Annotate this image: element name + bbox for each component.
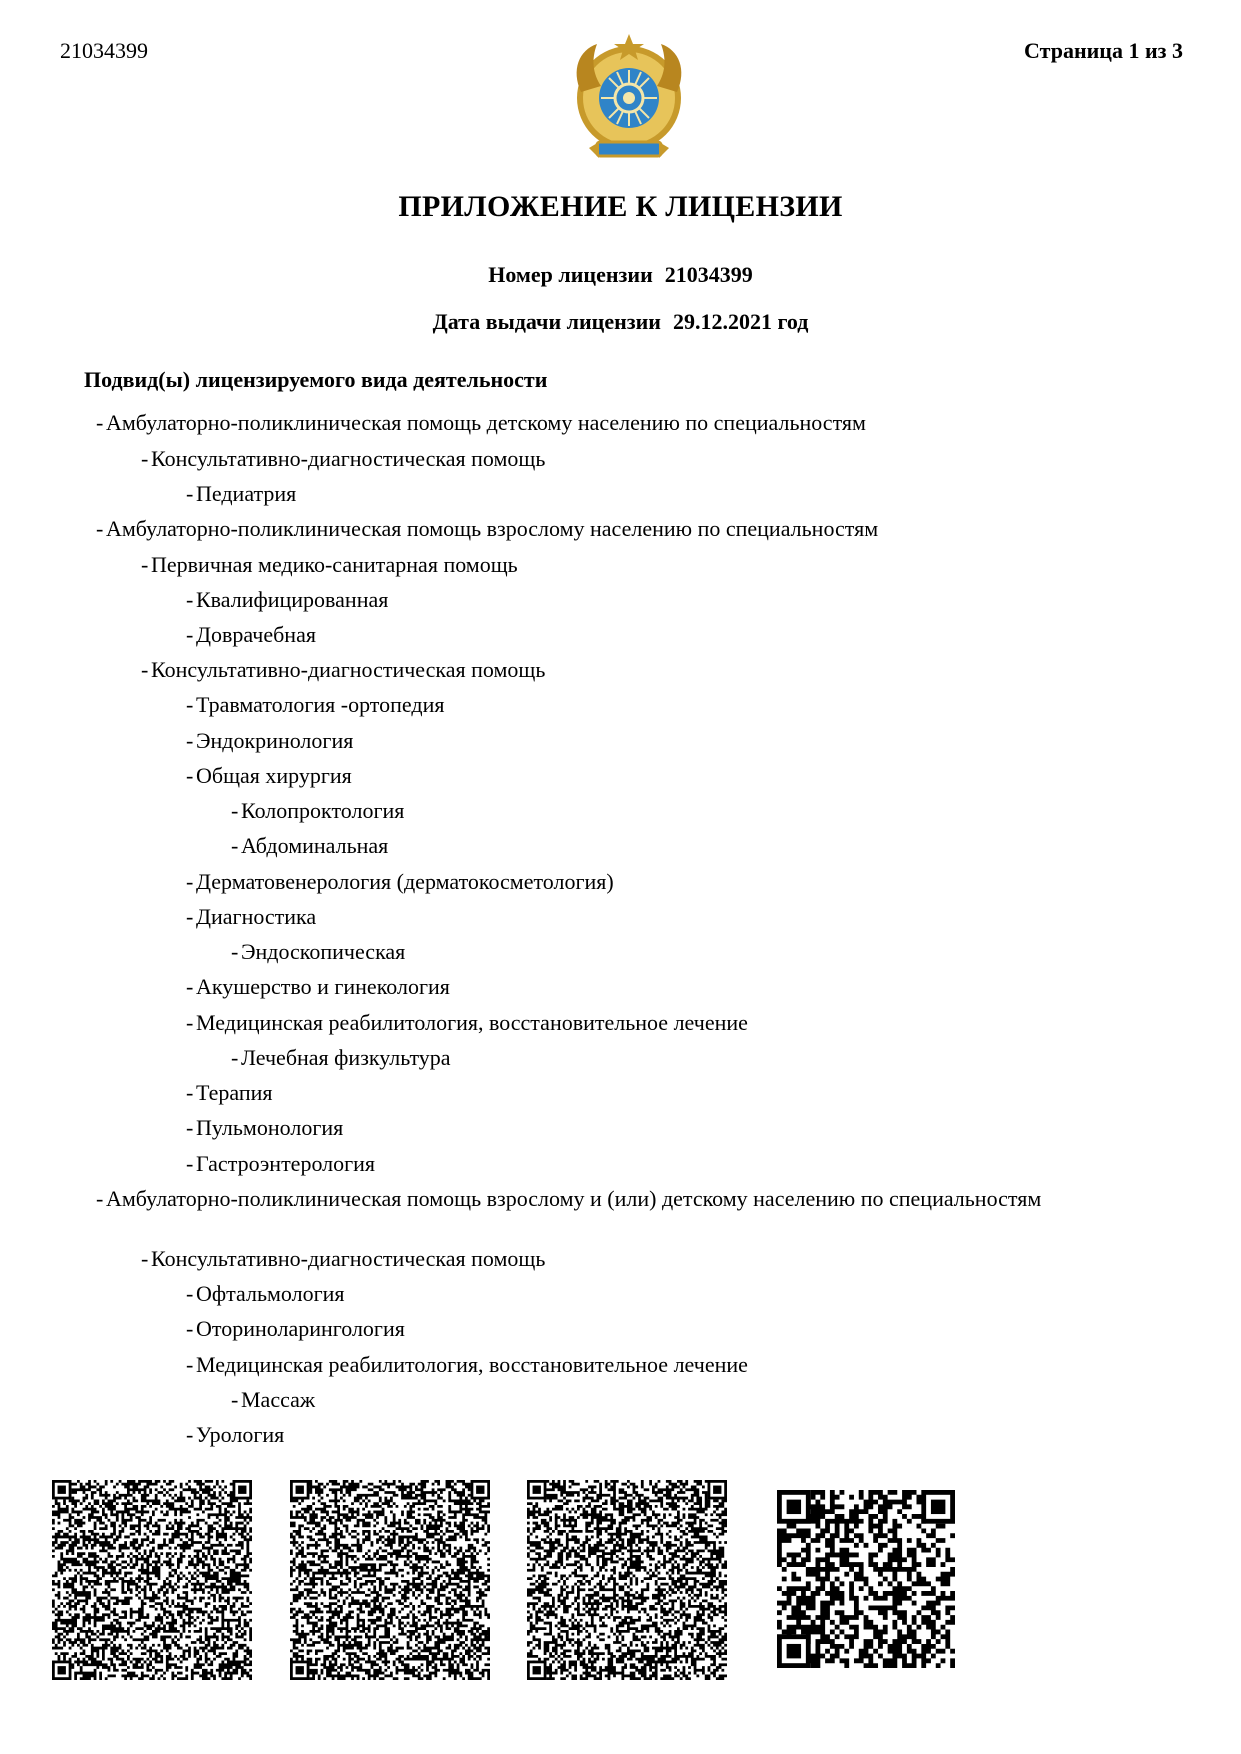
list-dash: - [96, 1186, 104, 1211]
activity-item-level-2 [186, 1010, 748, 1036]
activity-item-level-3 [231, 833, 388, 859]
activity-item-label: Офтальмология [196, 1281, 345, 1306]
license-number-line [0, 262, 1241, 288]
activity-item-label: Доврачебная [196, 622, 316, 647]
activity-item-label: Эндоскопическая [241, 939, 406, 964]
activity-item-label: Травматология -ортопедия [196, 692, 445, 717]
activity-item-level-1 [141, 657, 545, 683]
kazakhstan-state-emblem-icon [567, 30, 691, 170]
list-dash: - [186, 692, 194, 717]
activity-item-label: Абдоминальная [241, 833, 389, 858]
activity-item-level-2 [186, 1080, 273, 1106]
list-dash: - [141, 657, 149, 682]
list-dash: - [186, 1080, 194, 1105]
license-number-value: 21034399 [664, 262, 753, 287]
activity-item-label: Колопроктология [241, 798, 405, 823]
activity-item-level-2 [186, 763, 352, 789]
activity-item-level-3 [231, 939, 405, 965]
activity-item-level-1 [141, 1246, 545, 1272]
list-dash: - [186, 869, 194, 894]
activity-item-level-0 [96, 516, 878, 542]
list-dash: - [231, 798, 239, 823]
list-dash: - [186, 904, 194, 929]
list-dash: - [186, 728, 194, 753]
activity-item-level-2 [186, 728, 353, 754]
document-number: 21034399 [60, 38, 148, 63]
activity-item-level-2 [186, 974, 450, 1000]
list-dash: - [186, 1010, 194, 1035]
activity-item-label: Лечебная физкультура [241, 1045, 451, 1070]
activity-item-label: Амбулаторно-поликлиническая помощь взрослому населению по специальностям [106, 516, 879, 541]
list-dash: - [231, 1387, 239, 1412]
activity-item-level-1 [141, 446, 545, 472]
license-number-label: Номер лицензии [488, 262, 653, 287]
list-dash: - [186, 587, 194, 612]
activity-item-label: Консультативно-диагностическая помощь [151, 1246, 546, 1271]
activity-item-level-0 [96, 410, 866, 436]
list-dash: - [141, 1246, 149, 1271]
activity-item-label: Медицинская реабилитология, восстановительное лечение [196, 1352, 748, 1377]
list-dash: - [186, 1352, 194, 1377]
activity-item-level-2 [186, 1281, 345, 1307]
activity-item-level-2 [186, 869, 614, 895]
activity-item-level-2 [186, 1151, 375, 1177]
activity-item-level-1 [141, 552, 518, 578]
activity-item-label: Акушерство и гинекология [196, 974, 450, 999]
list-dash: - [186, 1115, 194, 1140]
qr-code-icon [527, 1480, 727, 1680]
activity-item-level-2 [186, 1316, 405, 1342]
list-dash: - [231, 939, 239, 964]
qr-code-icon [52, 1480, 252, 1680]
activity-item-label: Оториноларингология [196, 1316, 405, 1341]
license-date-label: Дата выдачи лицензии [432, 309, 661, 334]
activity-item-label: Общая хирургия [196, 763, 352, 788]
activity-item-label: Терапия [196, 1080, 273, 1105]
activity-item-level-2 [186, 481, 296, 507]
activity-item-label: Консультативно-диагностическая помощь [151, 446, 546, 471]
qr-code-icon [290, 1480, 490, 1680]
list-dash: - [186, 1281, 194, 1306]
list-dash: - [186, 1422, 194, 1447]
activity-item-label: Гастроэнтерология [196, 1151, 376, 1176]
license-date-value: 29.12.2021 год [672, 309, 809, 334]
activity-item-level-2 [186, 904, 316, 930]
activity-item-label: Консультативно-диагностическая помощь [151, 657, 546, 682]
list-dash: - [186, 1316, 194, 1341]
section-heading: Подвид(ы) лицензируемого вида деятельности [84, 367, 548, 392]
activity-item-level-2 [186, 622, 316, 648]
activity-item-label: Квалифицированная [196, 587, 389, 612]
page-counter: Страница 1 из 3 [1024, 38, 1183, 63]
activity-item-level-3 [231, 1045, 451, 1071]
list-dash: - [231, 1045, 239, 1070]
list-dash: - [186, 974, 194, 999]
list-dash: - [141, 552, 149, 577]
list-dash: - [186, 481, 194, 506]
list-dash: - [141, 446, 149, 471]
activity-item-level-3 [231, 798, 404, 824]
activity-item-level-2 [186, 1422, 284, 1448]
activity-item-label: Амбулаторно-поликлиническая помощь взрослому и (или) детскому населению по специальностям [106, 1186, 1042, 1211]
list-dash: - [186, 1151, 194, 1176]
activity-item-label: Массаж [241, 1387, 316, 1412]
activity-item-label: Эндокринология [196, 728, 354, 753]
qr-code-icon [777, 1490, 955, 1668]
list-dash: - [231, 833, 239, 858]
list-dash: - [186, 763, 194, 788]
activity-item-label: Пульмонология [196, 1115, 344, 1140]
activity-item-label: Дерматовенерология (дерматокосметология) [196, 869, 614, 894]
document-title: ПРИЛОЖЕНИЕ К ЛИЦЕНЗИИ [398, 190, 843, 223]
list-dash: - [96, 410, 104, 435]
activity-item-label: Урология [196, 1422, 285, 1447]
activity-item-label: Педиатрия [196, 481, 297, 506]
activity-item-level-2 [186, 1115, 343, 1141]
activity-item-level-2 [186, 587, 388, 613]
license-date-line [0, 309, 1241, 335]
activity-item-level-2 [186, 1352, 748, 1378]
activity-item-label: Амбулаторно-поликлиническая помощь детскому населению по специальностям [106, 410, 866, 435]
list-dash: - [186, 622, 194, 647]
activity-item-level-2 [186, 692, 444, 718]
activity-item-label: Медицинская реабилитология, восстановительное лечение [196, 1010, 748, 1035]
list-dash: - [96, 516, 104, 541]
activity-item-level-3 [231, 1387, 315, 1413]
activity-item-label: Диагностика [196, 904, 317, 929]
activity-item-level-0 [96, 1186, 1041, 1212]
activity-item-label: Первичная медико-санитарная помощь [151, 552, 518, 577]
